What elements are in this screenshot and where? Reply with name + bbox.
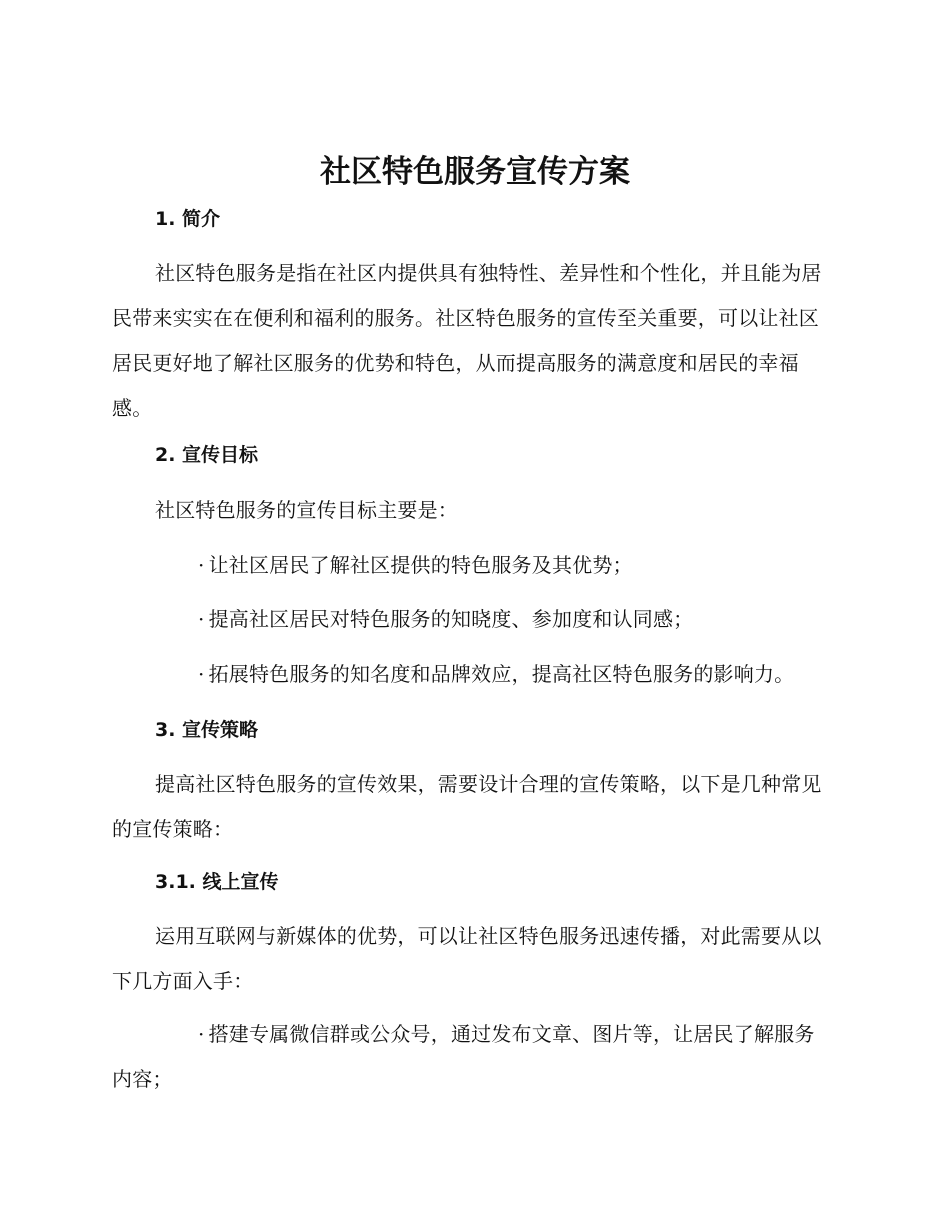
bullet-mark: ·: [198, 553, 205, 577]
list-item: [112, 652, 832, 697]
bullet-mark: ·: [198, 607, 205, 631]
list-item-text: 拓展特色服务的知名度和品牌效应，提高社区特色服务的影响力。: [208, 662, 795, 686]
goals-paragraph: 社区特色服务的宣传目标主要是：: [155, 498, 458, 522]
bullet-mark: ·: [198, 662, 205, 686]
list-item: [112, 597, 832, 642]
section-heading-goals: 2. 宣传目标: [155, 444, 259, 466]
list-item-text: 让社区居民了解社区提供的特色服务及其优势；: [208, 553, 633, 577]
section-heading-intro: 1. 简介: [155, 208, 221, 230]
section-heading-strategy: 3. 宣传策略: [155, 719, 259, 741]
online-paragraph: 运用互联网与新媒体的优势，可以让社区特色服务迅速传播，对此需要从以下几方面入手：: [112, 924, 822, 993]
list-item-text: 搭建专属微信群或公众号，通过发布文章、图片等，让居民了解服务内容；: [112, 1022, 815, 1091]
bullet-mark: ·: [198, 1022, 205, 1046]
section-heading-online: 3.1. 线上宣传: [155, 871, 279, 893]
list-item-text: 提高社区居民对特色服务的知晓度、参加度和认同感；: [208, 607, 694, 631]
strategy-paragraph: 提高社区特色服务的宣传效果，需要设计合理的宣传策略，以下是几种常见的宣传策略：: [112, 772, 822, 841]
intro-paragraph: 社区特色服务是指在社区内提供具有独特性、差异性和个性化，并且能为居民带来实实在在便利和福利的服务。社区特色服务的宣传至关重要，可以让社区居民更好地了解社区服务的优势和特色，从而提高服务的满意度和居民的幸福感。: [112, 261, 822, 420]
list-item: [112, 1012, 832, 1102]
document-title: 社区特色服务宣传方案: [320, 154, 630, 190]
list-item: [112, 543, 832, 588]
